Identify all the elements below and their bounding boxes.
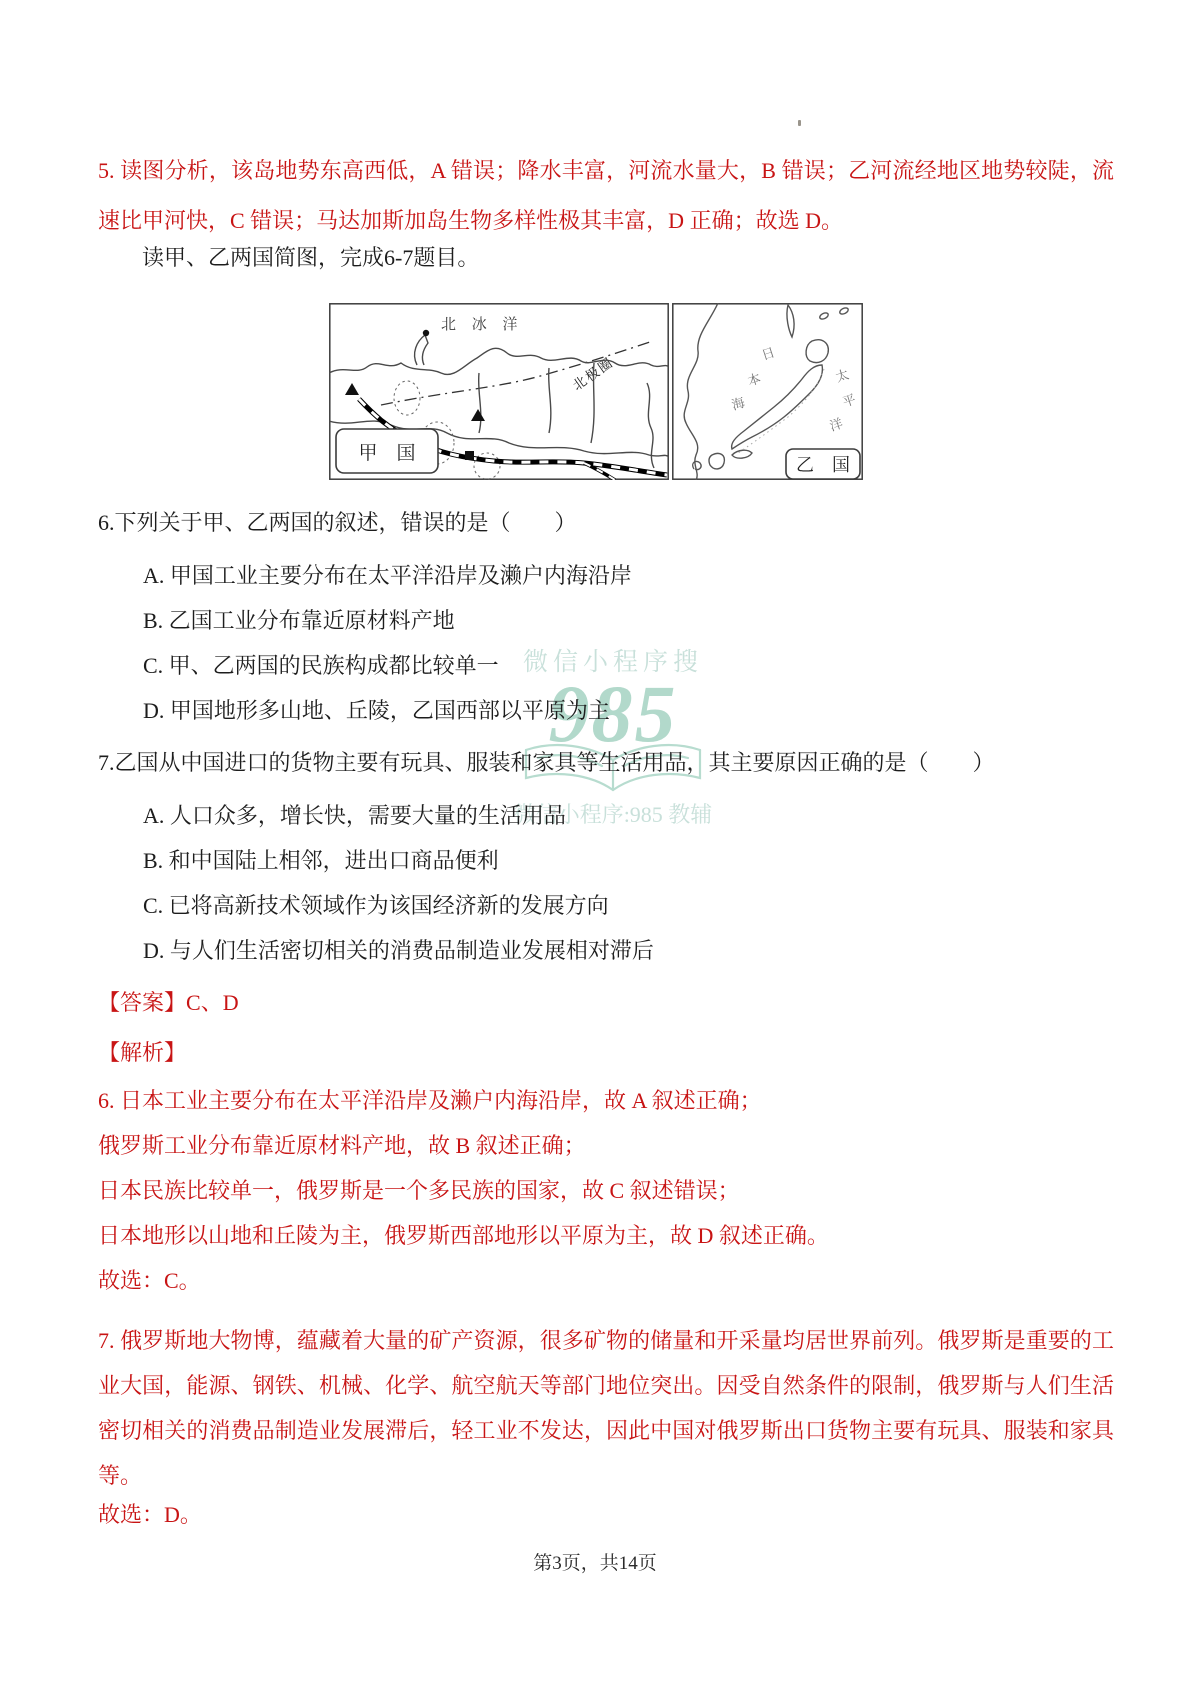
explanation-5: 5. 读图分析，该岛地势东高西低，A 错误；降水丰富，河流水量大，B 错误；乙河流经地区地势较陡，流速比甲河快，C 错误；马达加斯加岛生物多样性极其丰富，D 正确；故选 D。: [98, 158, 1114, 233]
yi-country-label: 乙 国: [796, 455, 850, 475]
svg-text:海: 海: [729, 394, 747, 413]
analysis-6-conclusion: 故选：C。: [98, 1268, 201, 1293]
q6-option-a: A. 甲国工业主要分布在太平洋沿岸及濑户内海沿岸: [143, 563, 632, 588]
watermark-985: 985: [548, 668, 678, 759]
scan-speck: [798, 120, 801, 126]
analysis-6-line-4: 日本地形以山地和丘陵为主，俄罗斯西部地形以平原为主，故 D 叙述正确。: [98, 1223, 829, 1248]
answer-value: C、D: [186, 990, 239, 1015]
arctic-ocean-label: 北 冰 洋: [441, 317, 524, 333]
city-dot: [423, 330, 429, 336]
map-yi: [672, 303, 863, 480]
analysis-6-line-3: 日本民族比较单一，俄罗斯是一个多民族的国家，故 C 叙述错误；: [98, 1178, 740, 1203]
question-7-stem: 7.乙国从中国进口的货物主要有玩具、服装和家具等生活用品，其主要原因正确的是（ ）: [98, 750, 995, 775]
watermark-text-top: 微信小程序搜: [522, 649, 703, 676]
analysis-label: 【解析】: [98, 1040, 187, 1065]
q6-option-c: C. 甲、乙两国的民族构成都比较单一: [143, 653, 499, 678]
svg-text:本: 本: [745, 370, 763, 389]
page-number: 第3页，共14页: [533, 1553, 657, 1574]
svg-text:洋: 洋: [827, 415, 845, 434]
city-square: [465, 451, 474, 460]
svg-text:太: 太: [833, 366, 851, 385]
q6-option-d: D. 甲国地形多山地、丘陵，乙国西部以平原为主: [143, 698, 610, 723]
question-6-stem: 6.下列关于甲、乙两国的叙述，错误的是（ ）: [98, 510, 577, 535]
q7-option-c: C. 已将高新技术领域作为该国经济新的发展方向: [143, 893, 609, 918]
arctic-circle-label: 北极圈: [569, 354, 617, 394]
answer-line: [98, 988, 239, 1018]
watermark-text-bottom: 微信小程序:985 教辅: [513, 802, 713, 827]
figure-intro: 读甲、乙两国简图，完成6-7题目。: [142, 245, 480, 270]
answer-label: 【答案】: [98, 990, 187, 1015]
analysis-6-line-2: 俄罗斯工业分布靠近原材料产地，故 B 叙述正确；: [98, 1133, 586, 1158]
map-figure: [329, 303, 863, 480]
analysis-7-conclusion: 故选：D。: [98, 1502, 202, 1527]
svg-text:平: 平: [840, 391, 858, 410]
q6-option-b: B. 乙国工业分布靠近原材料产地: [143, 608, 455, 633]
analysis-6-line-1: 6. 日本工业主要分布在太平洋沿岸及濑户内海沿岸，故 A 叙述正确；: [98, 1088, 762, 1113]
jia-country-label: 甲 国: [358, 443, 416, 464]
map-jia: [329, 303, 669, 480]
q7-option-a: A. 人口众多，增长快，需要大量的生活用品: [143, 803, 566, 828]
svg-text:日: 日: [759, 344, 777, 363]
q7-option-d: D. 与人们生活密切相关的消费品制造业发展相对滞后: [143, 938, 654, 963]
analysis-7-paragraph: 7. 俄罗斯地大物博，蕴藏着大量的矿产资源，很多矿物的储量和开采量均居世界前列。俄罗斯是重要的工业大国，能源、钢铁、机械、化学、航空航天等部门地位突出。因受自然条件的限制，俄罗斯与人们生活密切相关的消费品制造业发展滞后，轻工业不发达，因此中国对俄罗斯出口货物主要有玩具、服装和家具等。: [98, 1328, 1114, 1488]
q7-option-b: B. 和中国陆上相邻，进出口商品便利: [143, 848, 499, 873]
